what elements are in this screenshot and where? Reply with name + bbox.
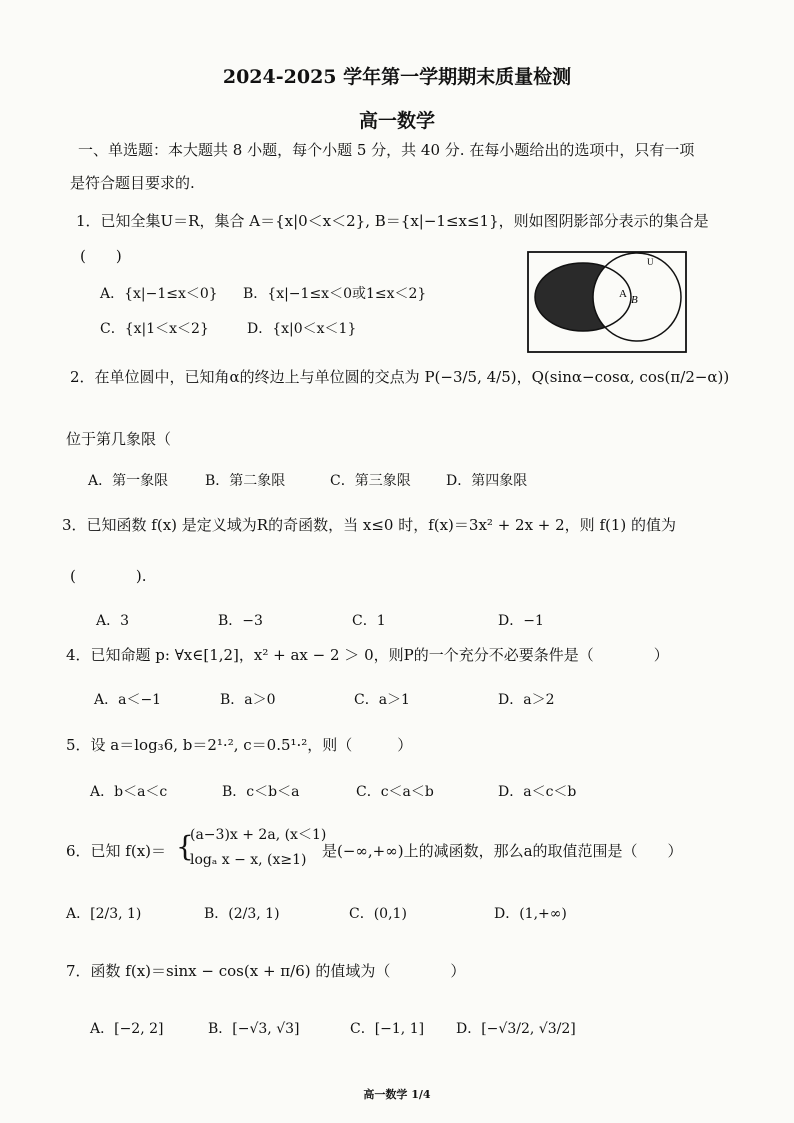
q1-option-b: B．{x|−1≤x＜0或1≤x＜2} [243,286,427,302]
q2-option-b: B．第二象限 [205,473,286,489]
q3-option-c: C．1 [352,613,386,629]
q5-option-d: D．a＜c＜b [498,784,577,800]
q7-option-b: B．[−√3, √3] [208,1021,300,1037]
q7-stem: 7．函数 f(x)＝sinx − cos(x + π/6) 的值域为（ ） [66,962,466,980]
q1-option-a: A．{x|−1≤x＜0} [100,286,218,302]
section-intro-line1: 一、单选题：本大题共 8 小题，每个小题 5 分，共 40 分. 在每小题给出的选项中，只有一项 [78,141,695,159]
q5-option-a: A．b＜a＜c [90,784,168,800]
q7-option-c: C．[−1, 1] [350,1021,425,1037]
q6-brace: { [176,830,194,863]
q5-option-b: B．c＜b＜a [222,784,300,800]
q4-option-d: D．a＞2 [498,692,555,708]
q3-stem: 3．已知函数 f(x) 是定义域为R的奇函数，当 x≤0 时，f(x)＝3x² + 2x + 2，则 f(1) 的值为 [62,516,677,534]
q1-option-c: C．{x|1＜x＜2} [100,321,209,337]
q7-option-a: A．[−2, 2] [90,1021,164,1037]
q2-option-a: A．第一象限 [88,473,169,489]
q1-stem: 1．已知全集U＝R，集合 A＝{x|0＜x＜2}, B＝{x|−1≤x≤1}，则如图阴影部分表示的集合是 [76,212,709,230]
q4-option-c: C．a＞1 [354,692,410,708]
venn-diagram [527,251,687,353]
page-footer: 高一数学 1/4 [363,1088,431,1101]
page-title: 2024-2025 学年第一学期期末质量检测 [222,66,572,88]
q3-option-b: B．−3 [218,613,263,629]
q2-stem: 2．在单位圆中，已知角α的终边上与单位圆的交点为 P(−3/5, 4/5)，Q(sinα−cosα, cos(π/2−α)) [70,368,730,386]
q4-option-a: A．a＜−1 [94,692,162,708]
q6-option-c: C．(0,1) [349,906,407,922]
q3-blank: ( ). [70,567,147,585]
q2-option-c: C．第三象限 [330,473,411,489]
q6-piece-1: (a−3)x + 2a, (x＜1) [190,827,327,843]
subject-title: 高一数学 [358,110,435,132]
venn-label-b: B [631,294,638,306]
q2-option-d: D．第四象限 [446,473,528,489]
q6-stem-suffix: 是(−∞,+∞)上的减函数，那么a的取值范围是（ ） [322,842,683,860]
q7-option-d: D．[−√3/2, √3/2] [456,1021,576,1037]
q2-stem-cont: 位于第几象限（ [66,430,172,448]
q6-option-b: B．(2/3, 1) [204,906,280,922]
q5-option-c: C．c＜a＜b [356,784,434,800]
q4-stem: 4．已知命题 p: ∀x∈[1,2]，x² + ax − 2 ＞ 0，则P的一个充分不必要条件是（ ） [66,646,669,664]
q6-option-a: A．[2/3, 1) [66,906,142,922]
q3-option-d: D．−1 [498,613,544,629]
q6-option-d: D．(1,+∞) [494,906,567,922]
section-intro-line2: 是符合题目要求的. [70,174,195,192]
q1-option-d: D．{x|0＜x＜1} [247,321,357,337]
q5-stem: 5．设 a＝log₃6, b＝2¹·², c＝0.5¹·²，则（ ） [66,736,413,754]
q6-stem-prefix: 6．已知 f(x)＝ [66,842,167,860]
q4-option-b: B．a＞0 [220,692,276,708]
venn-label-a: A [619,288,627,300]
venn-label-u: U [647,257,654,267]
q6-piece-2: logₐ x − x, (x≥1) [190,852,307,868]
q3-option-a: A．3 [96,613,130,629]
q1-blank: ( ) [80,247,122,265]
